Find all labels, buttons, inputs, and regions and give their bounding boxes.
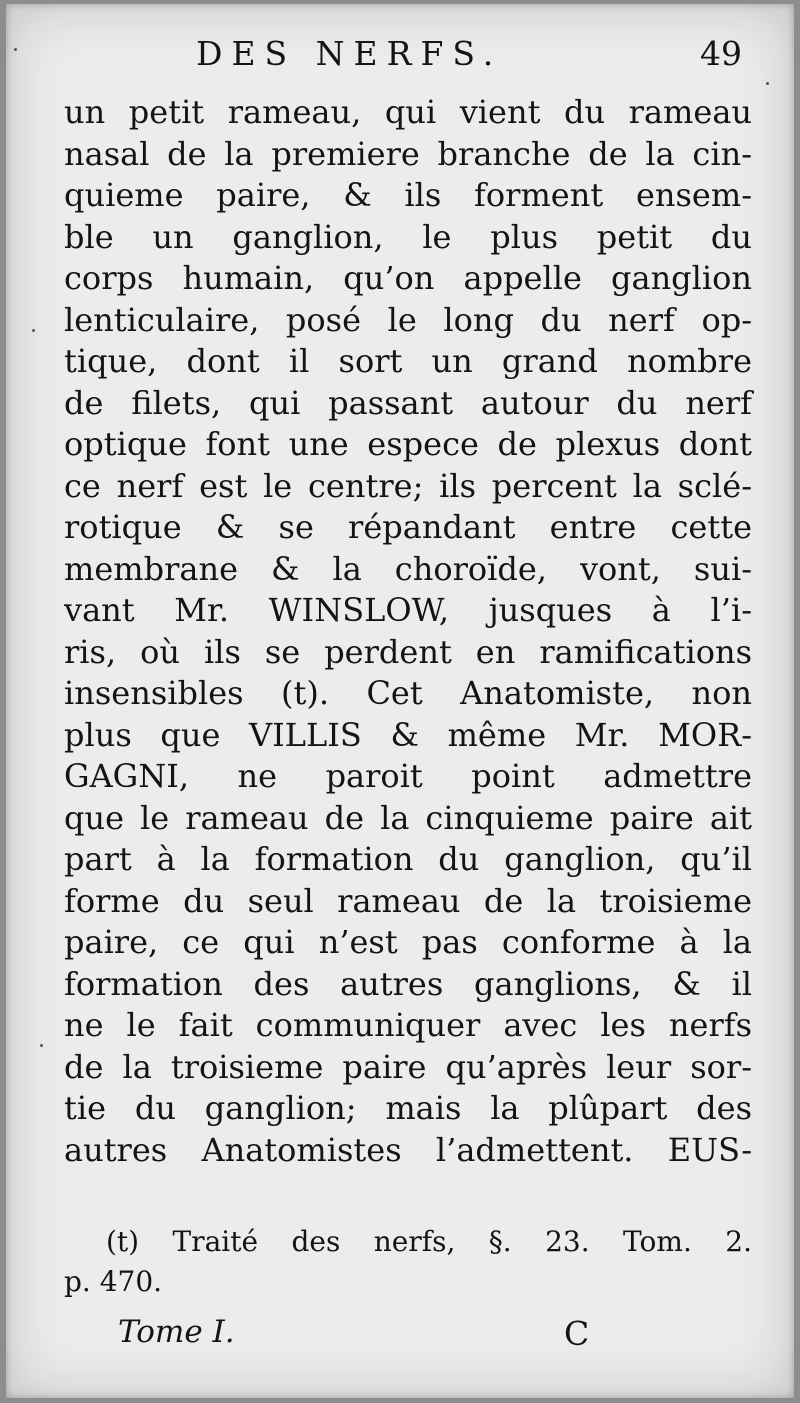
footnote-line: (t) Traité des nerfs, §. 23. Tom. 2. bbox=[106, 1225, 752, 1258]
text-line: que le rameau de la cinquieme paire ait bbox=[64, 798, 752, 837]
text-line: ris, où ils se perdent en ramifications bbox=[64, 632, 752, 671]
text-line: membrane & la choroïde, vont, sui- bbox=[64, 549, 752, 588]
book-page bbox=[6, 4, 794, 1398]
text-line: rotique & se répandant entre cette bbox=[64, 508, 752, 546]
text-line: tique, dont il sort un grand nombre bbox=[64, 342, 752, 380]
text-line: insensibles (t). Cet Anatomiste, non bbox=[64, 674, 752, 712]
signature-line bbox=[118, 1314, 598, 1358]
footnote bbox=[64, 1222, 752, 1302]
footnote-line: p. 470. bbox=[64, 1265, 163, 1298]
text-line: forme du seul rameau de la troisieme bbox=[64, 881, 752, 920]
text-line: quieme paire, & ils forment ensem- bbox=[64, 176, 752, 214]
text-line: optique font une espece de plexus dont bbox=[64, 425, 752, 463]
text-line: autres Anatomistes l’admettent. EUS- bbox=[64, 1130, 752, 1169]
page-number: 49 bbox=[700, 34, 742, 73]
text-line: paire, ce qui n’est pas conforme à la bbox=[64, 923, 752, 961]
text-line: ble un ganglion, le plus petit du bbox=[64, 217, 752, 256]
text-line: nasal de la premiere branche de la cin- bbox=[64, 134, 752, 173]
text-line: tie du ganglion; mais la plûpart des bbox=[64, 1089, 752, 1127]
text-line: lenticulaire, posé le long du nerf op- bbox=[64, 300, 752, 339]
text-line: corps humain, qu’on appelle ganglion bbox=[64, 259, 752, 297]
running-title: DES NERFS. bbox=[196, 34, 503, 73]
text-line: part à la formation du ganglion, qu’il bbox=[64, 840, 752, 878]
ink-speck bbox=[40, 1044, 43, 1047]
text-line: de la troisieme paire qu’après leur sor- bbox=[64, 1047, 752, 1086]
ink-speck bbox=[32, 329, 35, 332]
volume-label: Tome I. bbox=[118, 1314, 235, 1350]
ink-speck bbox=[14, 48, 17, 51]
text-line: plus que VILLIS & même Mr. MOR- bbox=[64, 715, 752, 754]
text-line: vant Mr. WINSLOW, jusques à l’i- bbox=[64, 591, 752, 629]
text-line: un petit rameau, qui vient du rameau bbox=[64, 93, 752, 131]
text-line: GAGNI, ne paroit point admettre bbox=[64, 757, 752, 795]
text-line: de filets, qui passant autour du nerf bbox=[64, 383, 752, 422]
ink-speck bbox=[766, 82, 769, 85]
running-head bbox=[196, 30, 756, 80]
text-line: ne le fait communiquer avec les nerfs bbox=[64, 1006, 752, 1044]
signature-mark: C bbox=[564, 1314, 590, 1353]
text-line: formation des autres ganglions, & il bbox=[64, 964, 752, 1003]
text-line: ce nerf est le centre; ils percent la sclé- bbox=[64, 466, 752, 505]
body-text bbox=[64, 92, 752, 1171]
